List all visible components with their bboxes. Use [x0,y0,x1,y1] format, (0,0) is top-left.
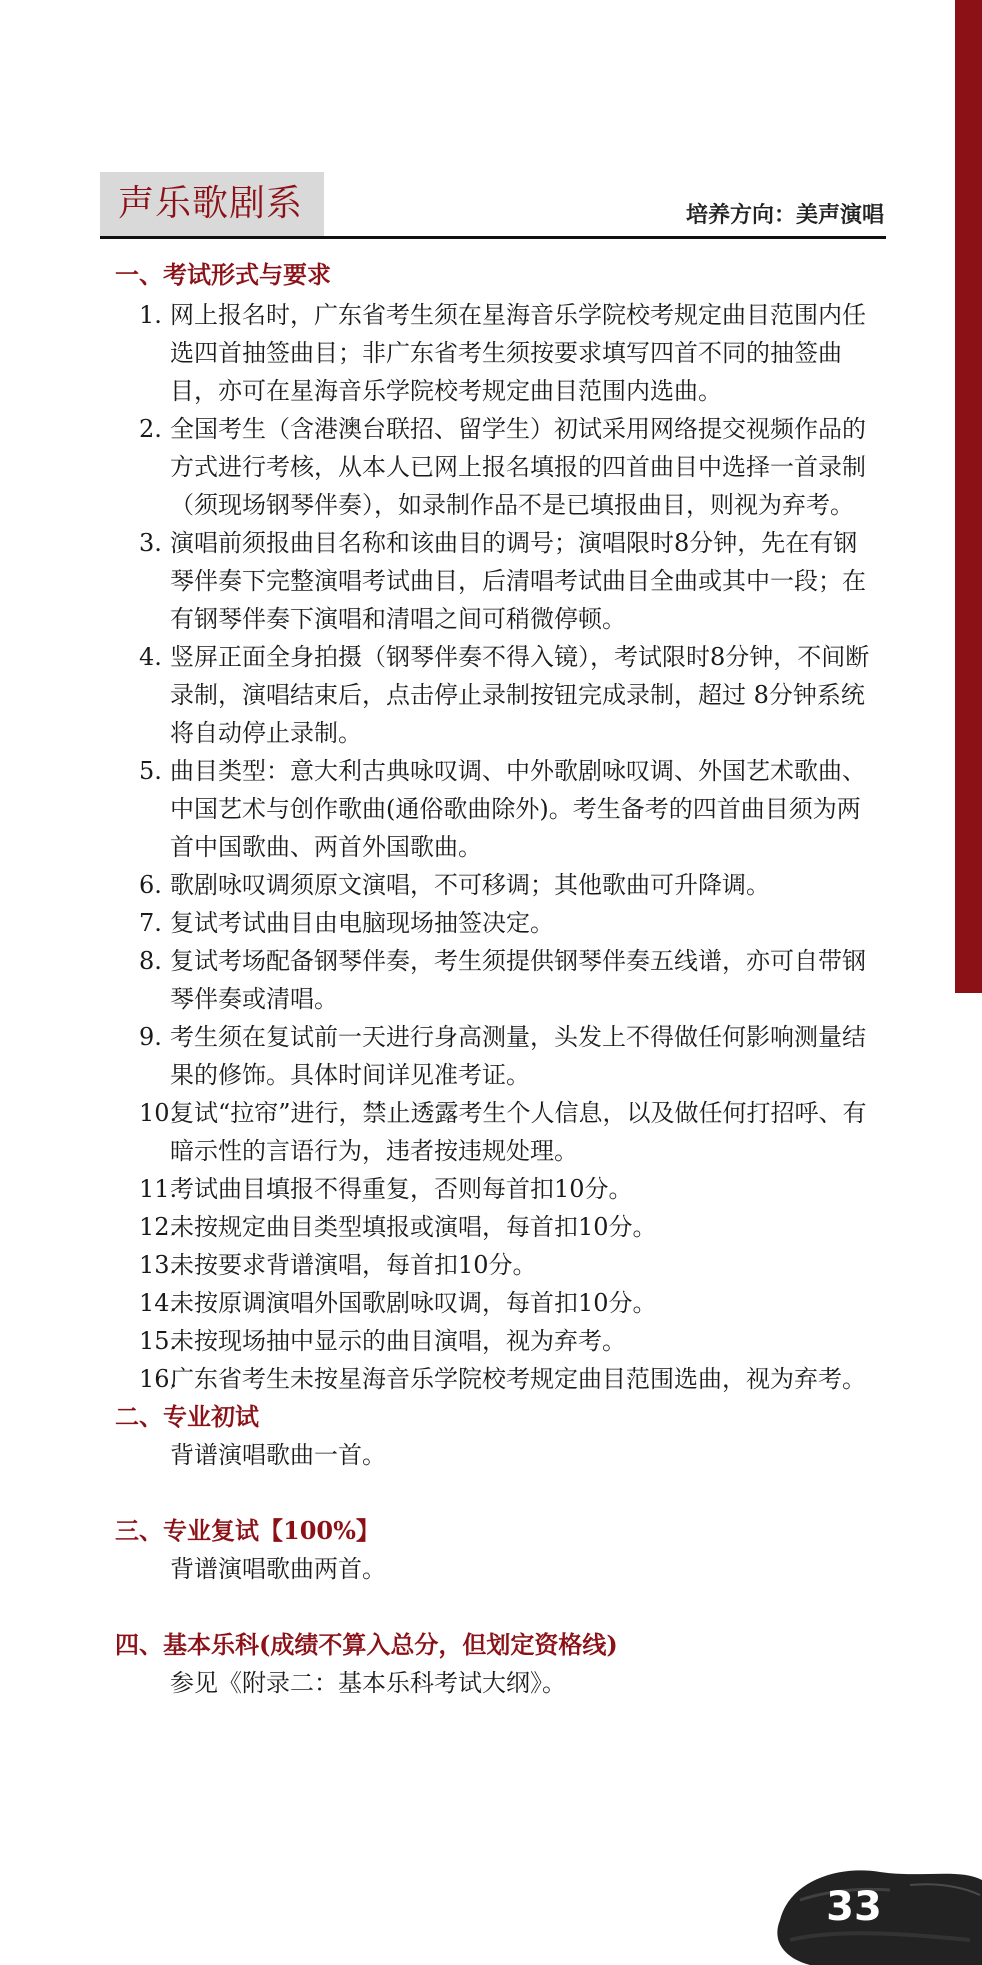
list-item [115,752,875,866]
list-item [115,1170,875,1208]
requirements-list [115,296,875,1398]
item-text: 演唱前须报曲目名称和该曲目的调号；演唱限时8分钟，先在有钢琴伴奏下完整演唱考试曲目，后清唱考试曲目全曲或其中一段；在有钢琴伴奏下演唱和清唱之间可稍微停顿。 [170,529,866,633]
item-text: 竖屏正面全身拍摄（钢琴伴奏不得入镜），考试限时8分钟，不间断录制，演唱结束后，点击停止录制按钮完成录制，超过 8分钟系统将自动停止录制。 [170,643,870,747]
item-number: 11. [139,1175,178,1203]
list-item [115,1018,875,1094]
item-text: 考生须在复试前一天进行身高测量，头发上不得做任何影响测量结果的修饰。具体时间详见准考证。 [170,1023,866,1089]
item-number: 7. [139,909,162,937]
section-1-heading: 一、考试形式与要求 [115,260,331,289]
department-title: 声乐歌剧系 [118,183,304,224]
item-text: 考试曲目填报不得重复，否则每首扣10分。 [170,1175,633,1203]
item-text: 未按原调演唱外国歌剧咏叹调，每首扣10分。 [170,1289,657,1317]
list-item [115,1246,875,1284]
list-item [115,1322,875,1360]
header-divider [100,236,886,239]
spacer [115,1588,875,1626]
list-item [115,904,875,942]
item-number: 13. [139,1251,178,1279]
list-item [115,524,875,638]
item-number: 3. [139,529,162,557]
page-number: 33 [826,1884,882,1930]
section-3-body: 背谱演唱歌曲两首。 [170,1555,386,1583]
list-item [115,1094,875,1170]
list-item [115,1360,875,1398]
section-4-heading: 四、基本乐科(成绩不算入总分，但划定资格线) [115,1630,618,1659]
list-item [115,1208,875,1246]
item-number: 4. [139,643,162,671]
item-text: 广东省考生未按星海音乐学院校考规定曲目范围选曲，视为弃考。 [170,1365,866,1393]
list-item [115,866,875,904]
side-accent-bar [955,0,982,993]
section-4-body: 参见《附录二：基本乐科考试大纲》。 [170,1669,566,1697]
item-number: 12. [139,1213,178,1241]
item-number: 6. [139,871,162,899]
item-text: 曲目类型：意大利古典咏叹调、中外歌剧咏叹调、外国艺术歌曲、中国艺术与创作歌曲(通俗歌曲除外)。考生备考的四首曲目须为两首中国歌曲、两首外国歌曲。 [170,757,866,861]
item-number: 16. [139,1365,178,1393]
item-text: 全国考生（含港澳台联招、留学生）初试采用网络提交视频作品的方式进行考核，从本人已网上报名填报的四首曲目中选择一首录制（须现场钢琴伴奏），如录制作品不是已填报曲目，则视为弃考。 [170,415,866,519]
item-text: 歌剧咏叹调须原文演唱，不可移调；其他歌曲可升降调。 [170,871,770,899]
list-item [115,1284,875,1322]
item-text: 未按规定曲目类型填报或演唱，每首扣10分。 [170,1213,657,1241]
item-number: 9. [139,1023,162,1051]
training-direction: 培养方向：美声演唱 [685,202,884,228]
item-text: 未按要求背谱演唱，每首扣10分。 [170,1251,537,1279]
item-text: 未按现场抽中显示的曲目演唱，视为弃考。 [170,1327,626,1355]
list-item [115,638,875,752]
section-2-body: 背谱演唱歌曲一首。 [170,1441,386,1469]
item-number: 10. [139,1099,178,1127]
item-number: 1. [139,301,162,329]
item-text: 复试考场配备钢琴伴奏，考生须提供钢琴伴奏五线谱，亦可自带钢琴伴奏或清唱。 [170,947,866,1013]
item-text: 复试“拉帘”进行，禁止透露考生个人信息，以及做任何打招呼、有暗示性的言语行为，违者按违规处理。 [170,1099,867,1165]
item-number: 8. [139,947,162,975]
item-number: 2. [139,415,162,443]
spacer [115,1474,875,1512]
item-number: 14. [139,1289,178,1317]
section-3-heading: 三、专业复试【100%】 [115,1516,380,1545]
main-content [115,256,875,1702]
list-item [115,296,875,410]
item-text: 复试考试曲目由电脑现场抽签决定。 [170,909,554,937]
item-number: 5. [139,757,162,785]
list-item [115,410,875,524]
section-2-heading: 二、专业初试 [115,1402,259,1431]
list-item [115,942,875,1018]
item-text: 网上报名时，广东省考生须在星海音乐学院校考规定曲目范围内任选四首抽签曲目；非广东省考生须按要求填写四首不同的抽签曲目，亦可在星海音乐学院校考规定曲目范围内选曲。 [170,301,866,405]
item-number: 15. [139,1327,178,1355]
